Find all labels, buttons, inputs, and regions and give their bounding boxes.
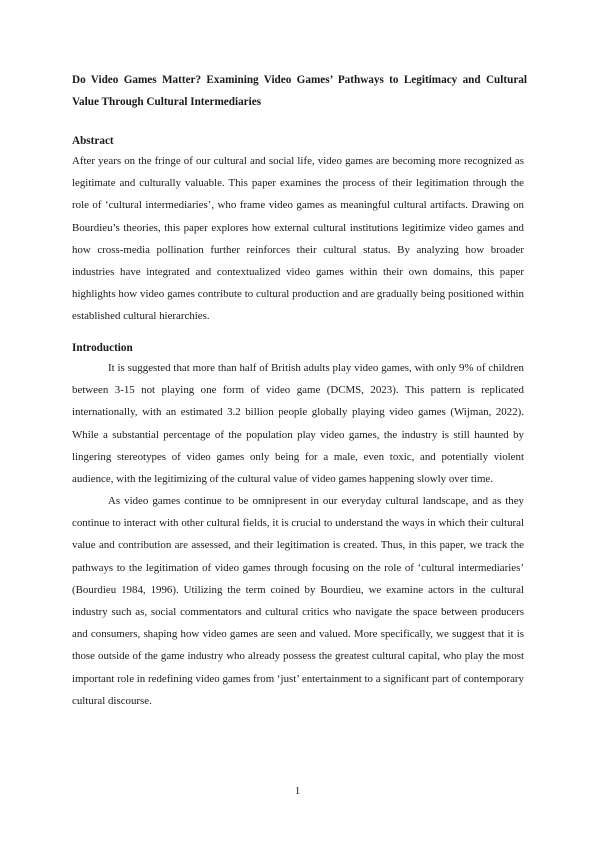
abstract-heading: Abstract: [72, 135, 114, 147]
introduction-paragraph-2: As video games continue to be omnipresent in our everyday cultural landscape, and as they continue to interact with other cultural fields, it is crucial to understand the ways in which their cultural value and contribution are assessed, and their legitimation is created. Thus, in this paper, we track the pathways to the legitimation of video games through focusing on the role of ‘cultural intermediaries’ (Bourdieu 1984, 1996). Utilizing the term coined by Bourdieu, we examine actors in the cultural industry such as, social commentators and cultural critics who navigate the space between producers and consumers, shaping how video games are seen and valued. More specifically, we suggest that it is those outside of the game industry who already possess the greatest cultural capital, who play the most important role in redefining video games from ‘just’ entertainment to a significant part of contemporary cultural discourse.: [72, 495, 524, 707]
page-number: 1: [294, 785, 301, 797]
paper-title: Do Video Games Matter? Examining Video Games’ Pathways to Legitimacy and Cultural Value Through Cultural Intermediaries: [72, 74, 527, 108]
abstract-paragraph: After years on the fringe of our cultural and social life, video games are becoming more recognized as legitimate and culturally valuable. This paper examines the process of their legitimation through the role of ‘cultural intermediaries’, who frame video games as meaningful cultural artifacts. Drawing on Bourdieu’s theories, this paper explores how external cultural institutions legitimize video games and how cross-media pollination further reinforces their cultural status. By analyzing how broader industries have integrated and contextualized video games within their own domains, this paper highlights how video games contribute to cultural production and are gradually being positioned within established cultural hierarchies.: [72, 155, 524, 323]
introduction-paragraph-1: It is suggested that more than half of British adults play video games, with only 9% of children between 3-15 not playing one form of video game (DCMS, 2023). This pattern is replicated internationally, with an estimated 3.2 billion people globally playing video games (Wijman, 2022). While a substantial percentage of the population play video games, the industry is still haunted by lingering stereotypes of video games only being for a male, even toxic, and potentially violent audience, with the legitimizing of the cultural value of video games happening slowly over time.: [72, 362, 524, 486]
introduction-heading: Introduction: [72, 342, 133, 354]
